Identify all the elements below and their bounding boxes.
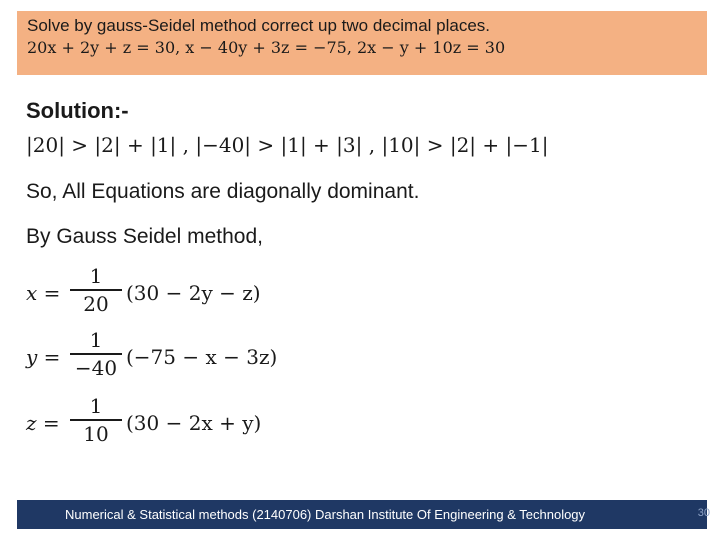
fraction-numerator: 1 <box>89 328 103 352</box>
footer-bar <box>17 500 710 529</box>
equation-rhs: (30 − 2y − z) <box>126 281 261 305</box>
page-number: 30 <box>697 507 710 519</box>
fraction-denominator: −40 <box>74 355 118 380</box>
solution-heading: Solution:- <box>26 98 129 123</box>
footer-text: Numerical & Statistical methods (2140706) Darshan Institute Of Engineering & Technology <box>65 507 586 522</box>
problem-statement: Solve by gauss-Seidel method correct up two decimal places. <box>27 16 491 35</box>
problem-equations: 20x + 2y + z = 30, x − 40y + 3z = −75, 2x − y + 10z = 30 <box>27 38 506 57</box>
fraction-denominator: 10 <box>83 421 109 446</box>
fraction-denominator: 20 <box>83 291 109 316</box>
fraction <box>70 329 122 379</box>
method-statement: By Gauss Seidel method, <box>26 225 263 248</box>
fraction-bar <box>70 353 122 355</box>
fraction <box>70 265 122 315</box>
equation-lhs: x = <box>26 281 61 305</box>
problem-banner <box>17 11 707 75</box>
fraction-bar <box>70 289 122 291</box>
equation-rhs: (30 − 2x + y) <box>126 411 262 435</box>
dominance-statement: So, All Equations are diagonally dominant. <box>26 180 420 203</box>
fraction <box>70 395 122 445</box>
equation-rhs: (−75 − x − 3z) <box>126 345 278 369</box>
fraction-bar <box>70 419 122 421</box>
dominance-check: |20| > |2| + |1| , |−40| > |1| + |3| , |10| > |2| + |−1| <box>26 133 549 157</box>
equation-lhs: y = <box>26 345 61 369</box>
fraction-numerator: 1 <box>89 264 103 288</box>
fraction-numerator: 1 <box>89 394 103 418</box>
equation-lhs: z = <box>26 411 60 435</box>
